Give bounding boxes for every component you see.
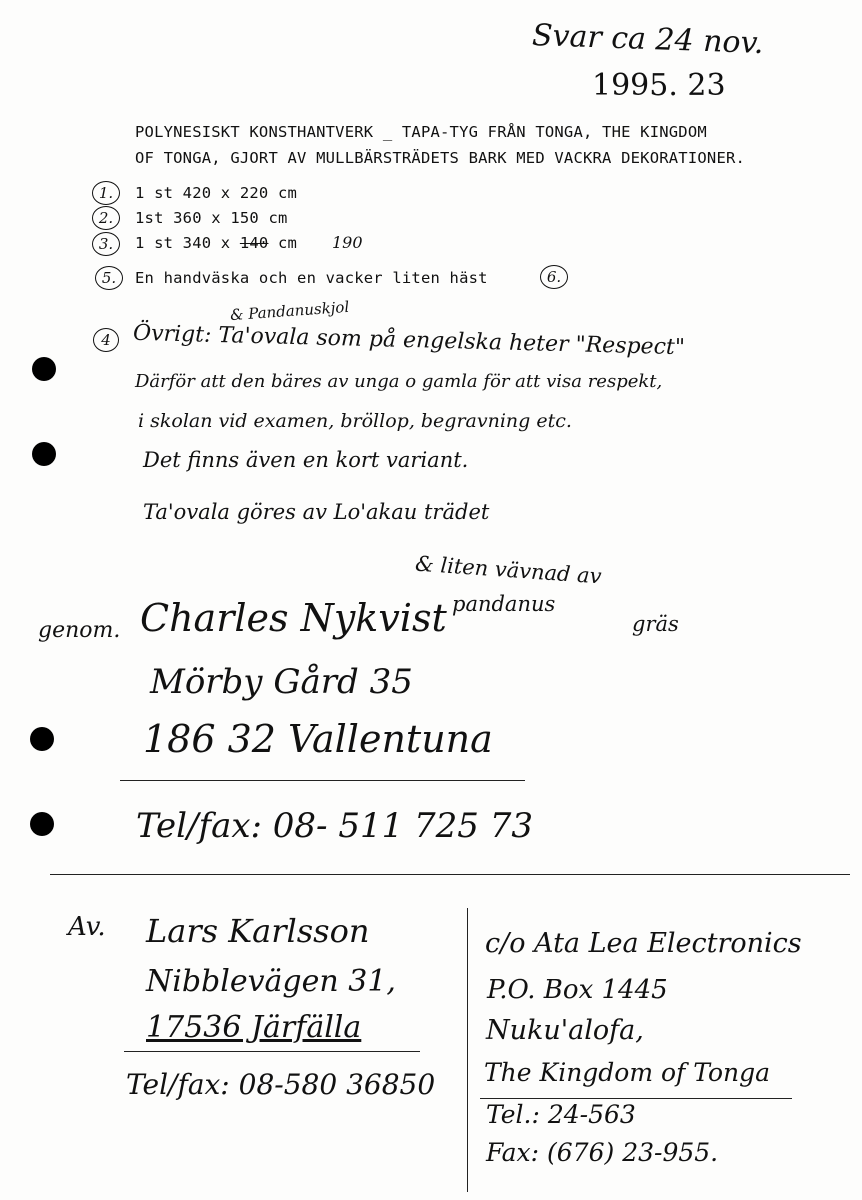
notes-line-1: Övrigt: Ta'ovala som på engelska heter "Respect"	[132, 320, 686, 361]
sender-underline	[124, 1051, 420, 1052]
recipient-postal: 186 32 Vallentuna	[143, 717, 493, 761]
notes-line-4: Det finns även en kort variant.	[143, 448, 469, 472]
contact-line-3: Nuku'alofa,	[486, 1015, 644, 1046]
item-3-correction: 190	[332, 233, 363, 252]
item-3	[135, 234, 297, 252]
notes-marker-4: 4	[93, 328, 119, 352]
column-divider	[467, 908, 468, 1192]
item-3-text-b: cm	[268, 234, 298, 252]
item-marker-2: 2.	[92, 206, 120, 230]
notes-line-2: Därför att den bäres av unga o gamla för att visa respekt,	[135, 371, 663, 392]
item-marker-6: 6.	[540, 265, 568, 289]
contact-line-4: The Kingdom of Tonga	[484, 1058, 771, 1087]
punch-hole	[32, 357, 56, 381]
item-2: 1st 360 x 150 cm	[135, 209, 288, 227]
item-marker-5: 5.	[95, 266, 123, 290]
section-divider	[50, 874, 850, 875]
reference-number: 1995. 23	[592, 68, 726, 103]
title-line-2: OF TONGA, GJORT AV MULLBÄRSTRÄDETS BARK MED VACKRA DEKORATIONER.	[135, 149, 746, 167]
contact-fax: Fax: (676) 23-955.	[486, 1138, 719, 1167]
notes-aside-3: gräs	[632, 612, 679, 636]
sender-phone: Tel/fax: 08-580 36850	[126, 1068, 436, 1101]
recipient-prefix: genom.	[38, 618, 121, 643]
item-3-struck-value: 140	[239, 234, 269, 252]
item-1: 1 st 420 x 220 cm	[135, 184, 298, 202]
contact-line-1: c/o Ata Lea Electronics	[485, 928, 802, 959]
item-5: En handväska och en vacker liten häst	[135, 269, 488, 287]
punch-hole	[30, 812, 54, 836]
sender-street: Nibblevägen 31,	[146, 964, 396, 999]
notes-line-5: Ta'ovala göres av Lo'akau trädet	[143, 500, 490, 524]
contact-tel: Tel.: 24-563	[486, 1100, 636, 1129]
item-marker-3: 3.	[92, 232, 120, 256]
recipient-street: Mörby Gård 35	[150, 662, 413, 702]
reply-note: Svar ca 24 nov.	[531, 17, 765, 62]
title-line-1: POLYNESISKT KONSTHANTVERK _ TAPA-TYG FRÅN TONGA, THE KINGDOM	[135, 123, 707, 141]
punch-hole	[30, 727, 54, 751]
notes-insert: & Pandanuskjol	[229, 297, 350, 325]
item-3-text-a: 1 st 340 x	[135, 234, 240, 252]
sender-name: Lars Karlsson	[146, 912, 370, 950]
punch-hole	[32, 442, 56, 466]
notes-aside-1: & liten vävnad av	[414, 551, 603, 589]
recipient-name: Charles Nykvist	[140, 596, 447, 640]
notes-aside-2: pandanus	[452, 592, 556, 616]
sender-postal: 17536 Järfälla	[146, 1010, 362, 1045]
recipient-phone: Tel/fax: 08- 511 725 73	[136, 806, 534, 846]
contact-underline	[480, 1098, 792, 1099]
notes-line-3: i skolan vid examen, bröllop, begravning etc.	[138, 410, 572, 432]
item-marker-1: 1.	[92, 181, 120, 205]
sender-prefix: Av.	[68, 912, 106, 942]
recipient-underline	[120, 780, 525, 781]
contact-line-2: P.O. Box 1445	[487, 975, 668, 1005]
